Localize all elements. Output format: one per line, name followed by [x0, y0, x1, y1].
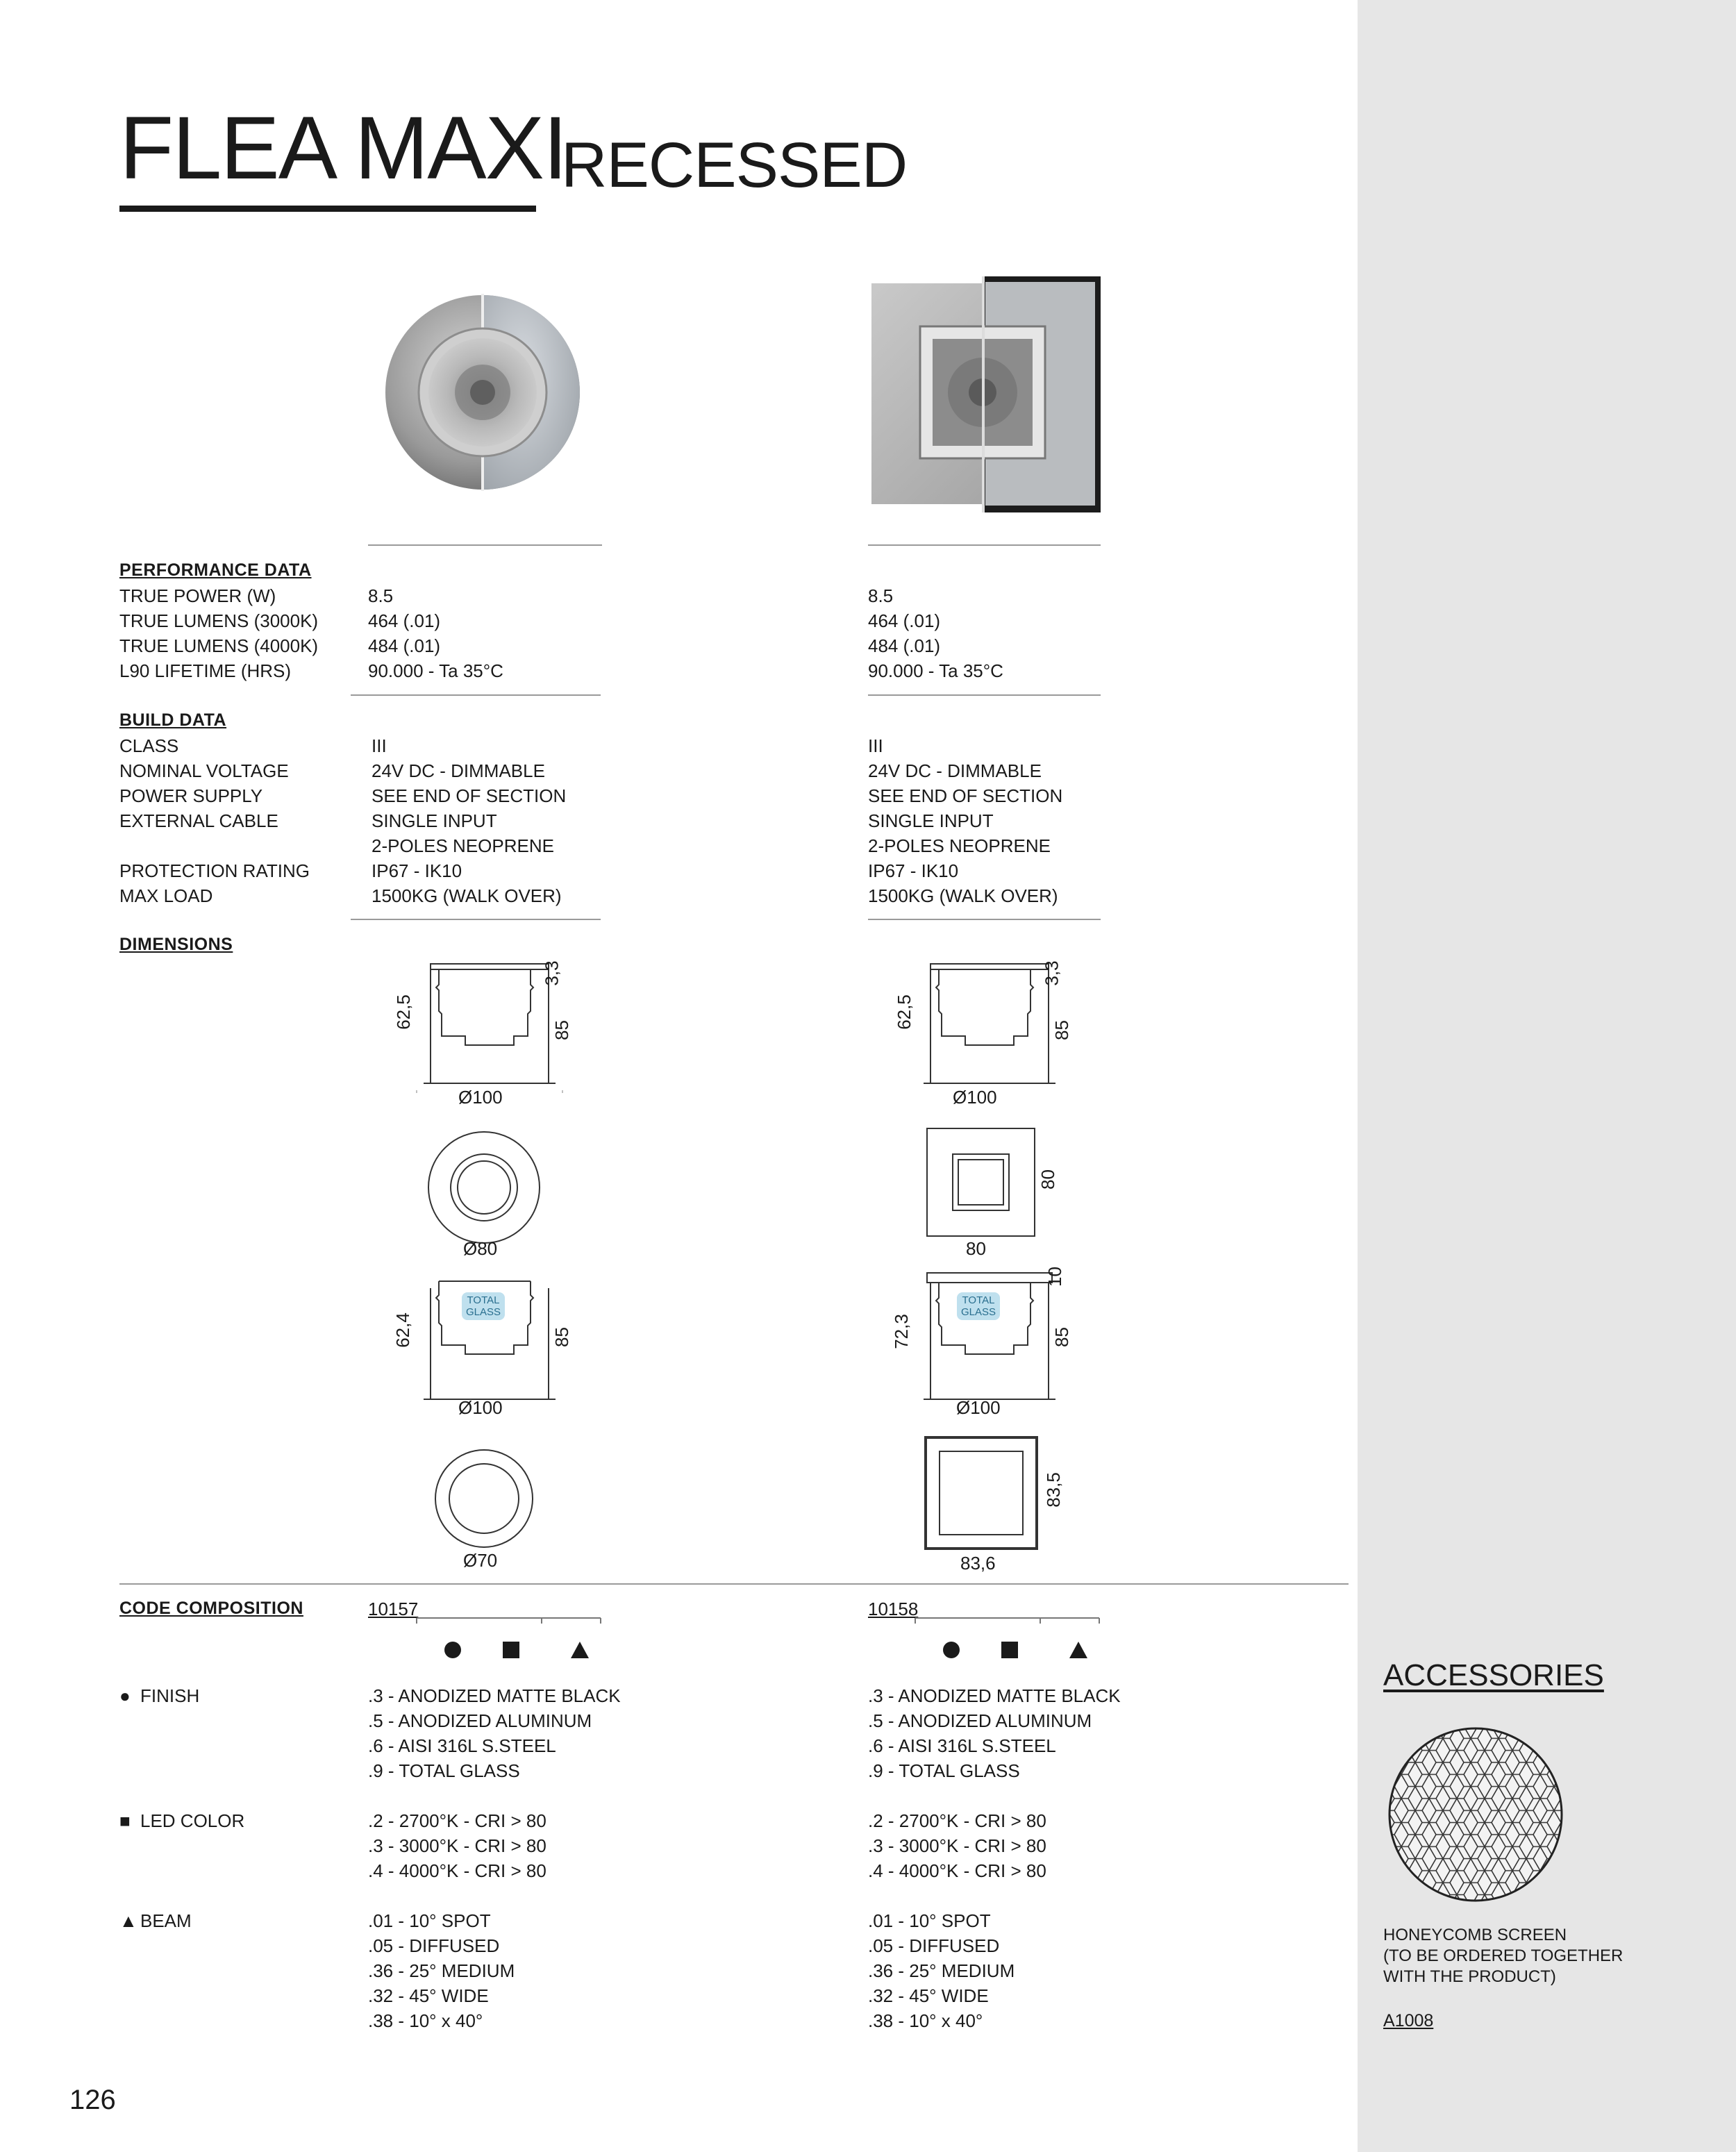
finish-col1-opt3: .6 - AISI 316L S.STEEL: [368, 1735, 556, 1756]
dim-col1-d4-width: Ø70: [463, 1550, 498, 1571]
build-label-class: CLASS: [119, 735, 179, 756]
product-title: FLEA MAXI: [119, 99, 567, 198]
finish-label: ● FINISH: [119, 1683, 199, 1708]
beam-col2-opt3: .36 - 25° MEDIUM: [868, 1960, 1015, 1981]
dim-col2-d3-top: 10: [1044, 1267, 1065, 1287]
perf-col1-lumens3000: 464 (.01): [368, 610, 441, 631]
code-col2: 10158: [868, 1599, 919, 1619]
beam-col1-opt1: .01 - 10° SPOT: [368, 1910, 491, 1931]
build-col1-class: III: [372, 735, 387, 756]
build-col2-supply: SEE END OF SECTION: [868, 785, 1063, 806]
finish-col1-opt4: .9 - TOTAL GLASS: [368, 1760, 520, 1781]
dim-col2-d3-height: 85: [1051, 1327, 1072, 1347]
accessory-description: HONEYCOMB SCREEN (TO BE ORDERED TOGETHER WITH THE PRODUCT): [1383, 1926, 1624, 1986]
build-col1-cable-type: 2-POLES NEOPRENE: [372, 835, 554, 856]
perf-label-lifetime: L90 LIFETIME (HRS): [119, 660, 292, 681]
led-col2-opt1: .2 - 2700°K - CRI > 80: [868, 1810, 1046, 1831]
perf-col2-lumens4000: 484 (.01): [868, 635, 941, 656]
perf-col2-power: 8.5: [868, 585, 894, 606]
accessories-title: ACCESSORIES: [1383, 1658, 1604, 1692]
led-symbol-icon: [503, 1642, 519, 1658]
circle-bullet-icon: ●: [119, 1685, 131, 1706]
code-heading: CODE COMPOSITION: [119, 1599, 303, 1618]
led-col1-opt1: .2 - 2700°K - CRI > 80: [368, 1810, 546, 1831]
performance-heading: PERFORMANCE DATA: [119, 560, 312, 580]
beam-label: ▲ BEAM: [119, 1908, 192, 1933]
led-label: ■ LED COLOR: [119, 1808, 244, 1833]
build-col2-cable-type: 2-POLES NEOPRENE: [868, 835, 1051, 856]
finish-col1-opt1: .3 - ANODIZED MATTE BLACK: [368, 1685, 621, 1706]
beam-col2-opt4: .32 - 45° WIDE: [868, 1985, 989, 2006]
dim-col2-d2-side: 80: [1037, 1169, 1058, 1190]
finish-col1-opt2: .5 - ANODIZED ALUMINUM: [368, 1710, 592, 1731]
perf-col2-lifetime: 90.000 - Ta 35°C: [868, 660, 1003, 681]
code-col1: 10157: [368, 1599, 419, 1619]
dim-col1-d1-depth: 62,5: [392, 994, 414, 1030]
dim-col1-d1-width: Ø100: [458, 1087, 503, 1108]
beam-col1-opt3: .36 - 25° MEDIUM: [368, 1960, 515, 1981]
led-col2-opt3: .4 - 4000°K - CRI > 80: [868, 1860, 1046, 1881]
build-col2-load: 1500KG (WALK OVER): [868, 885, 1058, 906]
dim-col1-d3-width: Ø100: [458, 1397, 503, 1418]
perf-col2-lumens3000: 464 (.01): [868, 610, 941, 631]
product-photo-square: [871, 276, 1101, 512]
honeycomb-screen-icon: [1387, 1726, 1564, 1903]
top-view-square-1: [924, 1125, 1038, 1240]
build-col1-voltage: 24V DC - DIMMABLE: [372, 760, 545, 781]
triangle-bullet-icon: ▲: [119, 1910, 137, 1931]
build-col1-cable: SINGLE INPUT: [372, 810, 497, 831]
beam-col2-opt2: .05 - DIFFUSED: [868, 1935, 1000, 1956]
build-label-protection: PROTECTION RATING: [119, 860, 310, 881]
dim-col1-d3-depth: 62,4: [392, 1312, 413, 1348]
finish-col2-opt4: .9 - TOTAL GLASS: [868, 1760, 1020, 1781]
perf-label-power: TRUE POWER (W): [119, 585, 276, 606]
code-diagram-col2: [915, 1617, 1103, 1665]
beam-symbol-icon: [571, 1642, 589, 1658]
build-col1-supply: SEE END OF SECTION: [372, 785, 567, 806]
square-bullet-icon: ■: [119, 1810, 131, 1831]
product-subtitle: RECESSED: [561, 130, 908, 201]
dim-col2-d1-height: 85: [1051, 1020, 1072, 1040]
build-col2-class: III: [868, 735, 883, 756]
build-label-cable: EXTERNAL CABLE: [119, 810, 278, 831]
build-col2-protection: IP67 - IK10: [868, 860, 959, 881]
dim-col2-d3-depth: 72,3: [890, 1314, 912, 1349]
dim-col2-d3-width: Ø100: [956, 1397, 1001, 1418]
build-label-voltage: NOMINAL VOLTAGE: [119, 760, 289, 781]
top-view-round-1: [425, 1128, 543, 1246]
dim-col1-d3-height: 85: [551, 1327, 572, 1347]
accessory-code[interactable]: A1008: [1383, 2011, 1434, 2030]
build-col2-voltage: 24V DC - DIMMABLE: [868, 760, 1042, 781]
dim-col2-d4-width: 83,6: [960, 1553, 996, 1574]
perf-col1-lifetime: 90.000 - Ta 35°C: [368, 660, 503, 681]
led-col1-opt3: .4 - 4000°K - CRI > 80: [368, 1860, 546, 1881]
dim-col2-d4-side: 83,5: [1042, 1472, 1064, 1508]
beam-col2-opt1: .01 - 10° SPOT: [868, 1910, 991, 1931]
perf-label-lumens3000: TRUE LUMENS (3000K): [119, 610, 319, 631]
dim-col2-d1-depth: 62,5: [893, 994, 915, 1030]
dim-col1-d1-height: 85: [551, 1020, 572, 1040]
finish-col2-opt3: .6 - AISI 316L S.STEEL: [868, 1735, 1056, 1756]
page-number: 126: [69, 2085, 116, 2115]
build-col2-cable: SINGLE INPUT: [868, 810, 994, 831]
top-view-square-2: [922, 1434, 1040, 1552]
build-heading: BUILD DATA: [119, 710, 227, 730]
build-col1-protection: IP67 - IK10: [372, 860, 462, 881]
dim-col2-d1-width: Ø100: [953, 1087, 997, 1108]
beam-col1-opt2: .05 - DIFFUSED: [368, 1935, 500, 1956]
finish-symbol-icon: [444, 1642, 461, 1658]
dim-col1-d1-top: 3,3: [541, 960, 562, 986]
title-underline: [119, 206, 536, 212]
led-col1-opt2: .3 - 3000°K - CRI > 80: [368, 1835, 546, 1856]
beam-col2-opt5: .38 - 10° x 40°: [868, 2010, 983, 2031]
total-glass-badge-col2: TOTAL GLASS: [957, 1292, 1000, 1320]
beam-col1-opt4: .32 - 45° WIDE: [368, 1985, 489, 2006]
finish-col2-opt2: .5 - ANODIZED ALUMINUM: [868, 1710, 1092, 1731]
dim-col1-d2-width: Ø80: [463, 1238, 498, 1259]
finish-col2-opt1: .3 - ANODIZED MATTE BLACK: [868, 1685, 1121, 1706]
code-diagram-col1: [417, 1617, 604, 1665]
beam-col1-opt5: .38 - 10° x 40°: [368, 2010, 483, 2031]
perf-col1-power: 8.5: [368, 585, 394, 606]
product-photo-round: [382, 288, 521, 497]
perf-label-lumens4000: TRUE LUMENS (4000K): [119, 635, 319, 656]
dim-col2-d1-top: 3,3: [1041, 960, 1062, 986]
led-col2-opt2: .3 - 3000°K - CRI > 80: [868, 1835, 1046, 1856]
section-drawing-glass-square: [910, 1267, 1069, 1413]
build-label-supply: POWER SUPPLY: [119, 785, 263, 806]
dim-col2-d2-width: 80: [966, 1238, 986, 1259]
total-glass-badge-col1: TOTAL GLASS: [462, 1292, 505, 1320]
perf-col1-lumens4000: 484 (.01): [368, 635, 441, 656]
top-view-round-2: [432, 1446, 536, 1551]
build-col1-load: 1500KG (WALK OVER): [372, 885, 562, 906]
build-label-load: MAX LOAD: [119, 885, 213, 906]
dimensions-heading: DIMENSIONS: [119, 935, 233, 954]
